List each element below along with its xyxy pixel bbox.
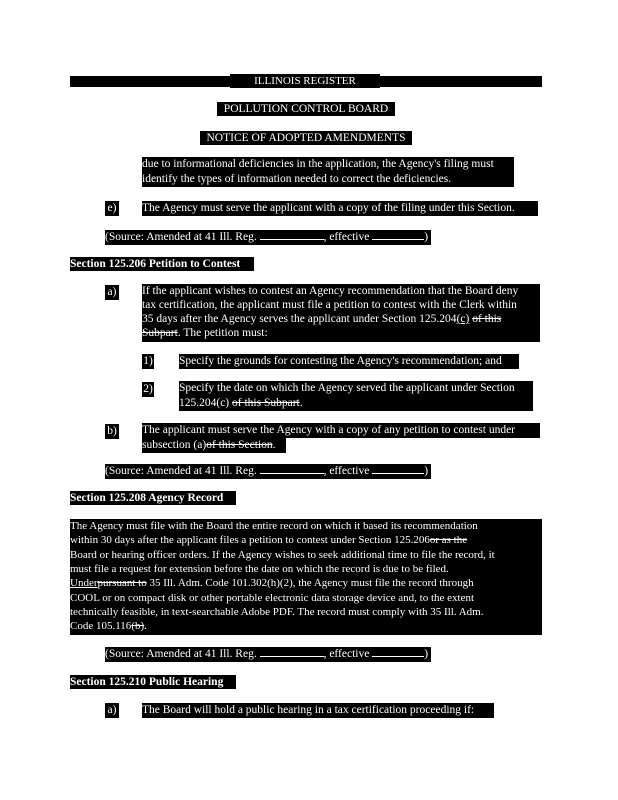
s206-sub2-line-2-pre: 125.204(c) [179,397,230,409]
notice-title: NOTICE OF ADOPTED AMENDMENTS [200,131,412,145]
s206-b-line-2 [142,438,286,453]
s206-a-line-4 [142,326,540,341]
board-title: POLLUTION CONTROL BOARD [217,102,395,116]
s208-line-8-del: (b) [131,620,145,633]
s206-sub2-line-2-post: . [299,397,303,409]
source-suffix: ) [424,465,429,477]
s208-line-6: COOL or on compact disk or other portable electronic data storage device and, to the extent [70,591,475,604]
s206-sub2-block [179,381,533,411]
s208-line-5-post: 35 Ill. Adm. Code 101.302(h)(2), the Agency must file the record through [146,577,474,590]
s208-line-8 [70,619,542,633]
section-206-heading: Section 125.206 Petition to Contest [70,257,254,271]
s206-a-line-1: If the applicant wishes to contest an Agency recommendation that the Board deny [142,285,519,297]
s208-line-3: Board or hearing officer orders. If the Agency wishes to seek additional time to file the record, it [70,548,495,561]
s208-line-7: technically feasible, in text-searchable Adobe PDF. The record must comply with 35 Ill. Adm. [70,605,484,618]
s206-a-line-3-pre: 35 days after the Agency serves the applicant under Section 125.204 [142,313,457,325]
item-e-label: e) [105,201,119,216]
source-middle: , effective [323,231,370,243]
s206-a-line-3-del: of this [472,313,502,325]
source-suffix: ) [424,231,429,243]
s206-b-line-2-del: of this Section [206,439,273,451]
s206-b-line-2-pre: subsection (a) [142,439,207,451]
s208-line-2 [70,533,542,547]
s206-sub2-line-2-del: of this Subpart [232,397,300,409]
s208-line-2-del: or as the [429,534,468,547]
s210-a-label: a) [105,703,119,718]
s208-line-1: The Agency must file with the Board the entire record on which it based its recommendation [70,520,478,532]
s208-line-5 [70,576,542,590]
source-note [105,230,431,245]
s206-a-line-3 [142,312,540,327]
source-prefix: (Source: Amended at 41 Ill. Reg. [105,465,257,477]
source-note [105,464,431,479]
s206-a-line-4-post: . The petition must: [177,327,268,339]
s206-b-line-1: The applicant must serve the Agency with a copy of any petition to contest under [142,424,516,436]
s208-line-2-pre: within 30 days after the applicant files a petition to contest under Section 125.206 [70,534,430,547]
s206-sub2-label: 2) [143,383,153,395]
source-middle: , effective [323,465,370,477]
s208-line-8-pre: Code 105.116 [70,620,132,633]
s206-b-line-2-post: . [272,439,276,451]
source-prefix: (Source: Amended at 41 Ill. Reg. [105,231,257,243]
s206-a-label: a) [105,285,119,300]
source-middle: , effective [323,648,370,660]
s206-sub1-label: 1) [143,355,153,367]
s206-b-label: b) [105,424,119,439]
source-prefix: (Source: Amended at 41 Ill. Reg. [105,648,257,660]
s206-sub2-line-1: Specify the date on which the Agency served the applicant under Section [179,382,515,394]
s206-a-line-4-del: Subpart [142,327,178,339]
intro-block [142,157,514,187]
s206-a-block [142,284,540,342]
s206-sub1-text: Specify the grounds for contesting the Agency's recommendation; and [179,354,519,369]
s210-a-text: The Board will hold a public hearing in a tax certification proceeding if: [142,703,494,718]
s206-sub2-line-2 [179,396,533,411]
s208-line-4: must file a request for extension before the date on which the record is due to be filed. [70,562,449,575]
intro-line-2: identify the types of information needed to correct the deficiencies. [142,173,452,185]
s206-a-line-3-ins: (c) [456,313,470,325]
item-e-text: The Agency must serve the applicant with a copy of the filing under this Section. [142,201,538,216]
source-suffix: ) [424,648,429,660]
s206-a-line-2: tax certification, the applicant must file a petition to contest with the Clerk within [142,299,517,311]
s208-line-5-del: pursuant to [97,577,147,590]
s208-line-5-ins: Under [70,577,98,590]
s208-block [70,519,542,635]
s208-line-8-post: . [144,620,147,633]
section-208-heading: Section 125.208 Agency Record [70,491,236,505]
source-note [105,647,431,662]
register-title: ILLINOIS REGISTER [230,74,380,88]
intro-line-1: due to informational deficiencies in the application, the Agency's filing must [142,158,494,170]
section-210-heading: Section 125.210 Public Hearing [70,675,236,689]
